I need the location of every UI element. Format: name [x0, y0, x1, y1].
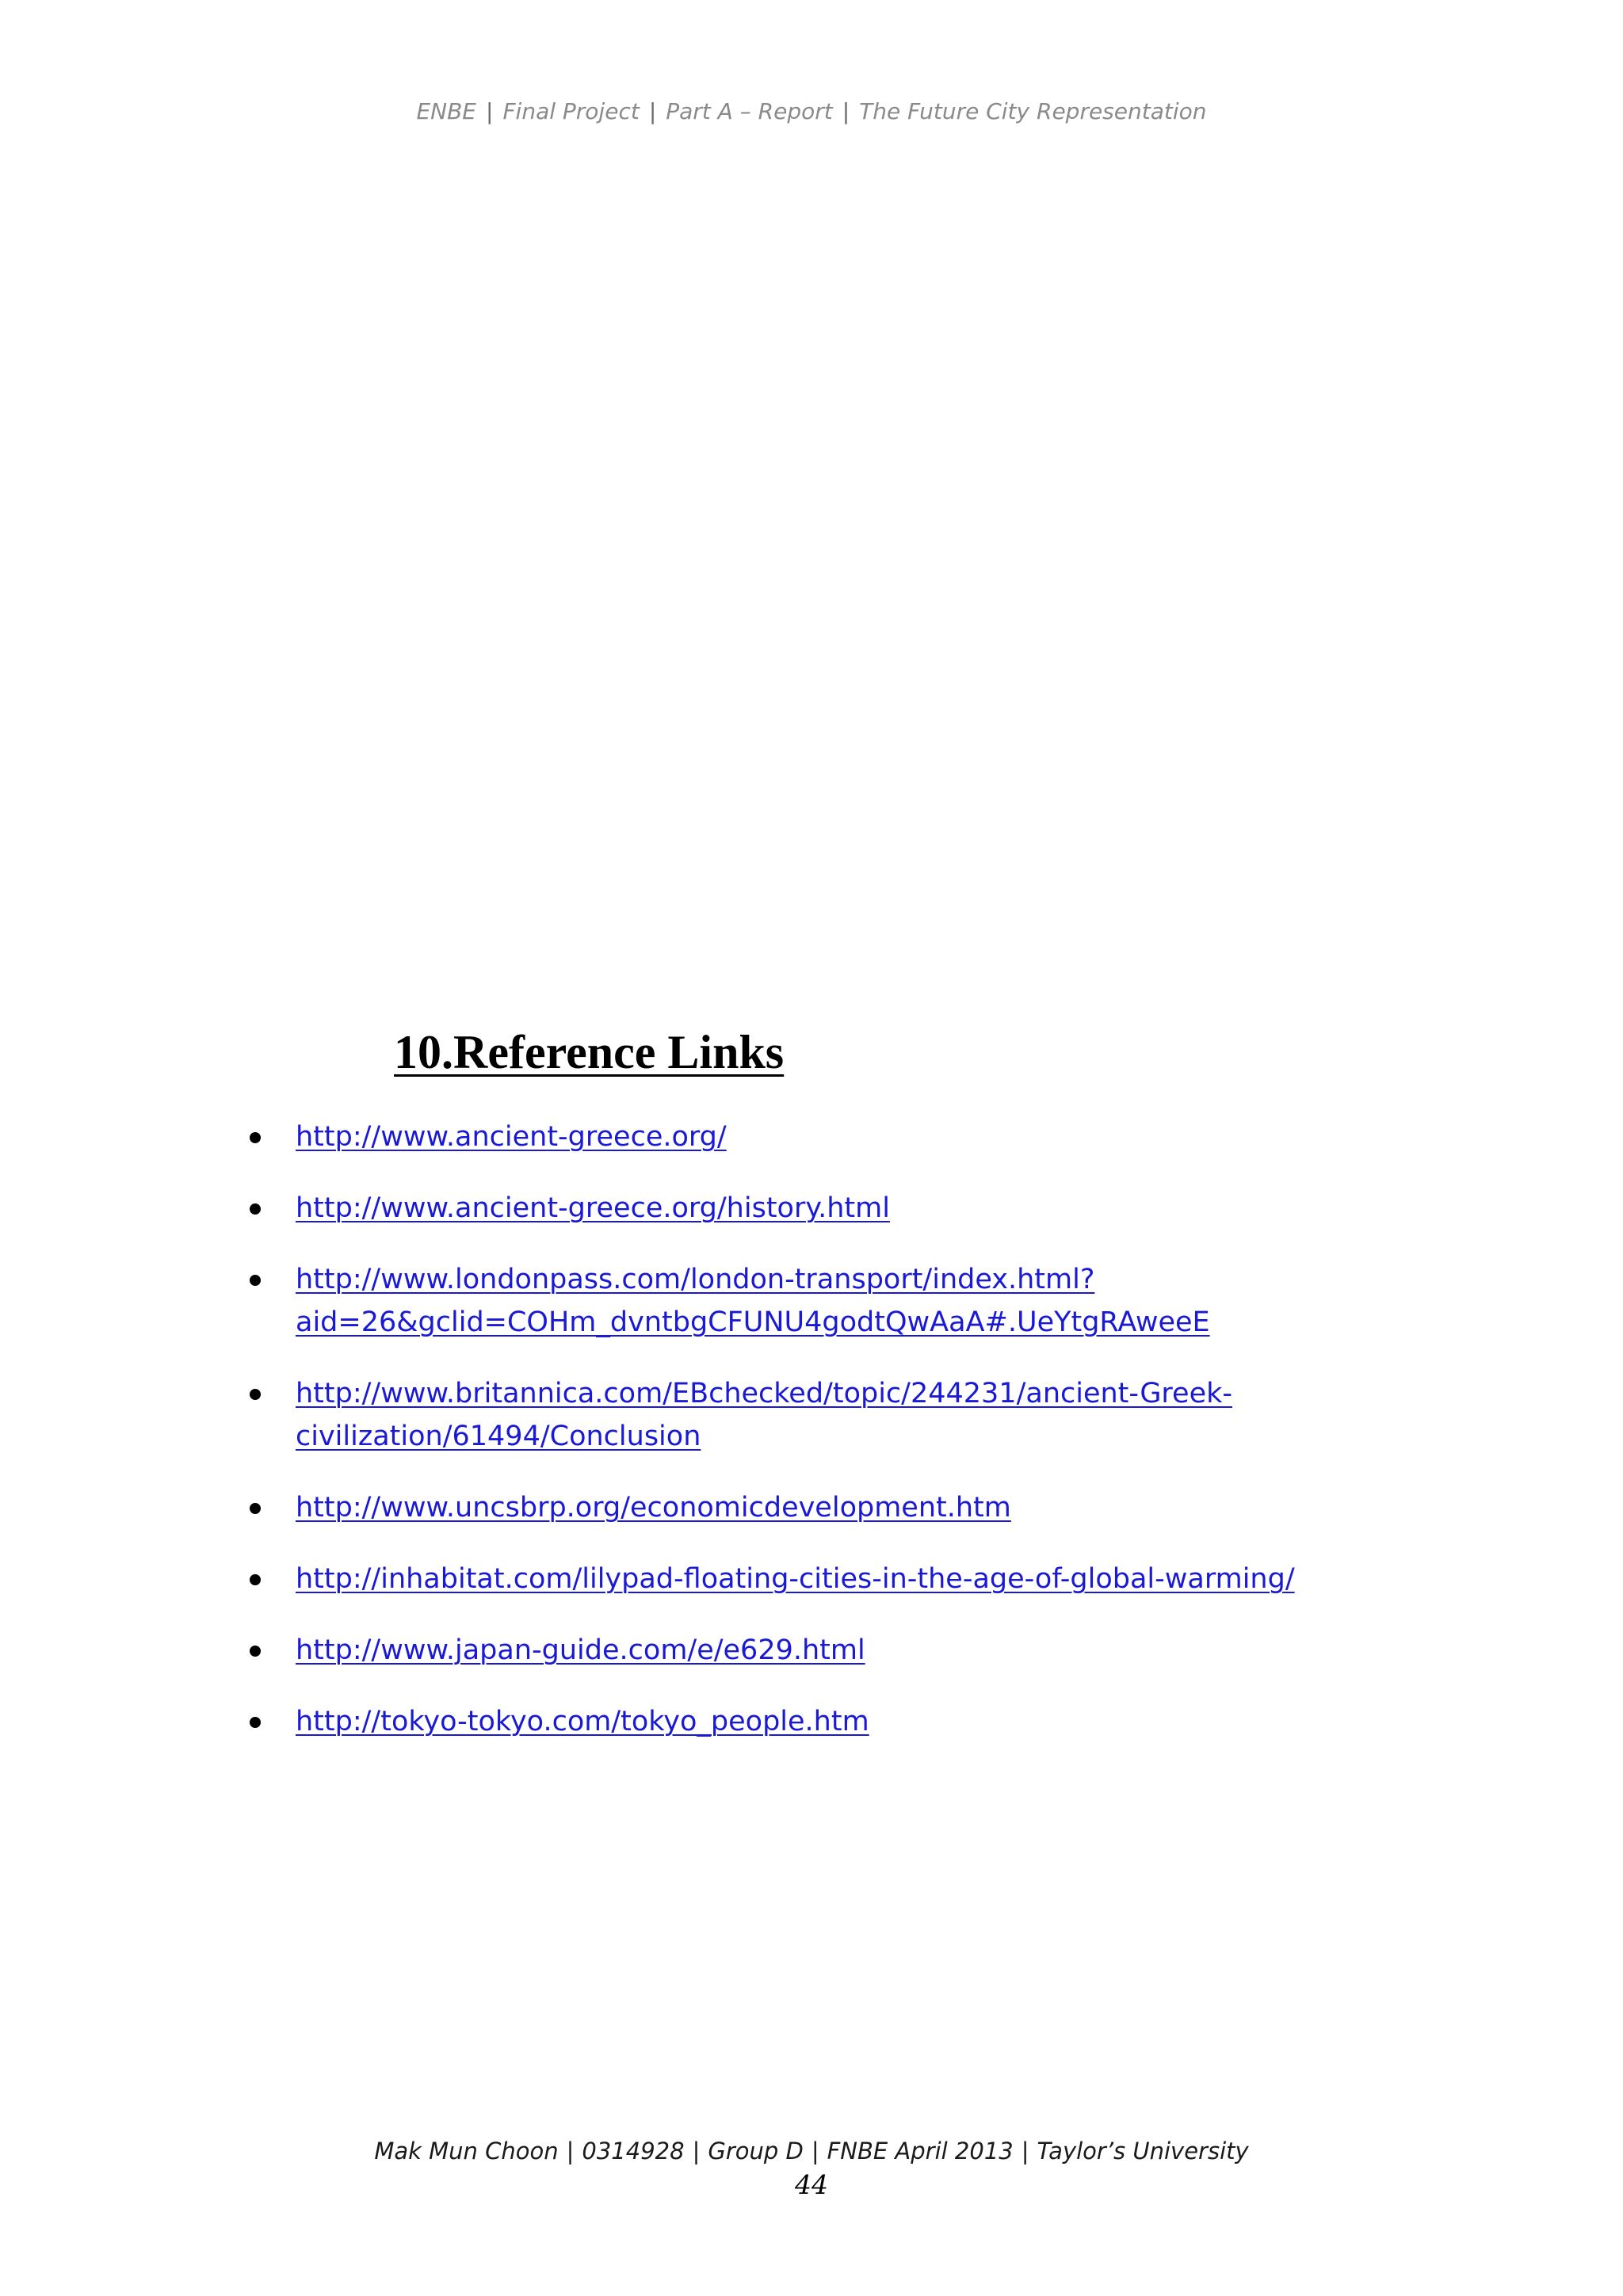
footer-group: Group D: [708, 2138, 804, 2164]
list-item: [238, 1372, 1426, 1458]
reference-link[interactable]: http://www.uncsbrp.org/economicdevelopment.htm: [296, 1492, 1011, 1524]
page-number: 44: [795, 2169, 828, 2200]
reference-link[interactable]: http://inhabitat.com/lilypad-floating-cities-in-the-age-of-global-warming/: [296, 1563, 1295, 1595]
header-course: ENBE: [416, 98, 476, 124]
header-project: Final Project: [502, 98, 640, 124]
header-separator: |: [486, 98, 494, 124]
footer-separator: |: [1021, 2138, 1029, 2164]
section-heading: 10.Reference Links: [394, 1026, 785, 1078]
header-separator: |: [842, 98, 850, 124]
reference-link[interactable]: http://www.britannica.com/EBchecked/topic/244231/ancient-Greek- civilization/61494/Conclusion: [296, 1378, 1233, 1452]
bullet-icon: [250, 1646, 261, 1657]
bullet-icon: [250, 1574, 261, 1585]
running-header: [0, 98, 1623, 124]
footer-separator: |: [692, 2138, 701, 2164]
header-part: Part A – Report: [666, 98, 833, 124]
list-item: [238, 1187, 1426, 1230]
list-item: [238, 1116, 1426, 1158]
footer-separator: |: [566, 2138, 575, 2164]
running-footer: [0, 2138, 1623, 2164]
footer-intake: FNBE April 2013: [827, 2138, 1014, 2164]
reference-link[interactable]: http://www.londonpass.com/london-transport/index.html? aid=26&gclid=COHm_dvntbgCFUNU4godtQwAaA#.UeYtgRAweeE: [296, 1264, 1210, 1338]
reference-list: [238, 1116, 1426, 1772]
reference-link[interactable]: http://www.ancient-greece.org/: [296, 1121, 727, 1153]
bullet-icon: [250, 1203, 261, 1215]
footer-student-id: 0314928: [582, 2138, 685, 2164]
bullet-icon: [250, 1275, 261, 1286]
bullet-icon: [250, 1717, 261, 1728]
header-title: The Future City Representation: [859, 98, 1207, 124]
footer-author: Mak Mun Choon: [374, 2138, 559, 2164]
reference-link[interactable]: http://www.japan-guide.com/e/e629.html: [296, 1634, 865, 1666]
footer-university: Taylor’s University: [1037, 2138, 1249, 2164]
list-item: [238, 1558, 1426, 1600]
list-item: [238, 1700, 1426, 1743]
bullet-icon: [250, 1503, 261, 1514]
header-separator: |: [648, 98, 657, 124]
bullet-icon: [250, 1389, 261, 1400]
bullet-icon: [250, 1132, 261, 1143]
reference-link[interactable]: http://tokyo-tokyo.com/tokyo_people.htm: [296, 1706, 869, 1737]
list-item: [238, 1258, 1426, 1344]
list-item: [238, 1629, 1426, 1672]
list-item: [238, 1486, 1426, 1529]
footer-separator: |: [811, 2138, 819, 2164]
reference-link[interactable]: http://www.ancient-greece.org/history.html: [296, 1192, 890, 1224]
